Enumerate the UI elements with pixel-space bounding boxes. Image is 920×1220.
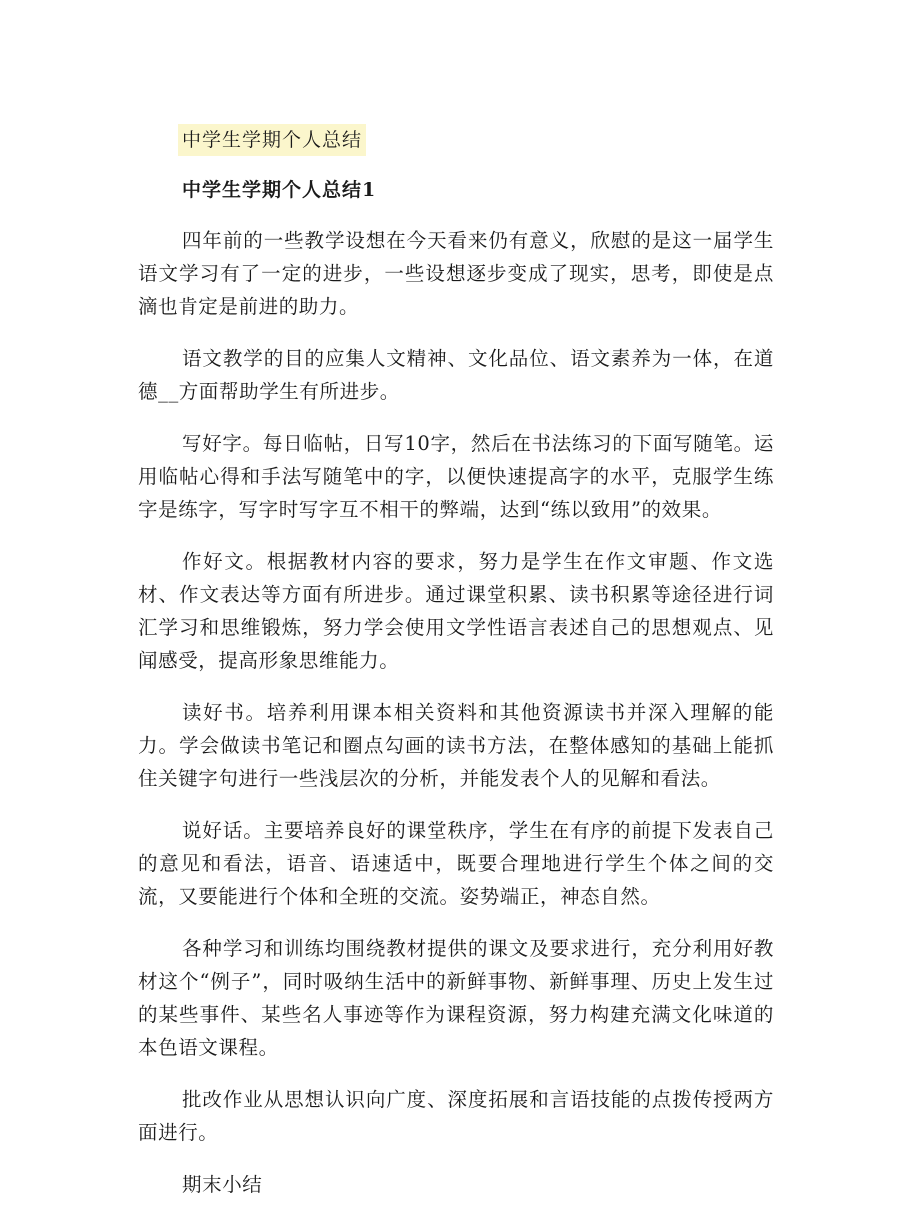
paragraph-curriculum-resources: 各种学习和训练均围绕教材提供的课文及要求进行，充分利用好教材这个“例子”，同时吸纳生活中的新鲜事物、新鲜事理、历史上发生过的某些事件、某些名人事迹等作为课程资源，努力构建充满文化味道的本色语文课程。 xyxy=(138,937,774,1059)
section-heading: 中学生学期个人总结1 xyxy=(182,179,377,201)
document-title: 中学生学期个人总结 xyxy=(178,124,366,156)
paragraph-reading: 读好书。培养利用课本相关资料和其他资源读书并深入理解的能力。学会做读书笔记和圈点勾画的读书方法，在整体感知的基础上能抓住关键字句进行一些浅层次的分析，并能发表个人的见解和看法。 xyxy=(138,701,774,790)
paragraph-writing-characters: 写好字。每日临帖，日写10字，然后在书法练习的下面写随笔。运用临帖心得和手法写随笔中的字，以便快速提高字的水平，克服学生练字是练字，写字时写字互不相干的弊端，达到“练以致用”的效果。 xyxy=(138,432,774,521)
paragraph-intro: 四年前的一些教学设想在今天看来仍有意义，欣慰的是这一届学生语文学习有了一定的进步，一些设想逐步变成了现实，思考，即使是点滴也肯定是前进的助力。 xyxy=(138,229,774,318)
paragraph-homework-correction: 批改作业从思想认识向广度、深度拓展和言语技能的点拨传授两方面进行。 xyxy=(138,1088,774,1144)
paragraph-speaking: 说好话。主要培养良好的课堂秩序，学生在有序的前提下发表自己的意见和看法，语音、语速适中，既要合理地进行学生个体之间的交流，又要能进行个体和全班的交流。姿势端正，神态自然。 xyxy=(138,819,774,908)
paragraph-composition: 作好文。根据教材内容的要求，努力是学生在作文审题、作文选材、作文表达等方面有所进步。通过课堂积累、读书积累等途径进行词汇学习和思维锻炼，努力学会使用文学性语言表述自己的思想观点、见闻感受，提高形象思维能力。 xyxy=(138,550,774,672)
paragraph-final-summary: 期末小结 xyxy=(182,1173,263,1196)
document-body xyxy=(138,224,774,1220)
paragraph-teaching-goal: 语文教学的目的应集人文精神、文化品位、语文素养为一体，在道德__方面帮助学生有所进步。 xyxy=(138,347,774,403)
